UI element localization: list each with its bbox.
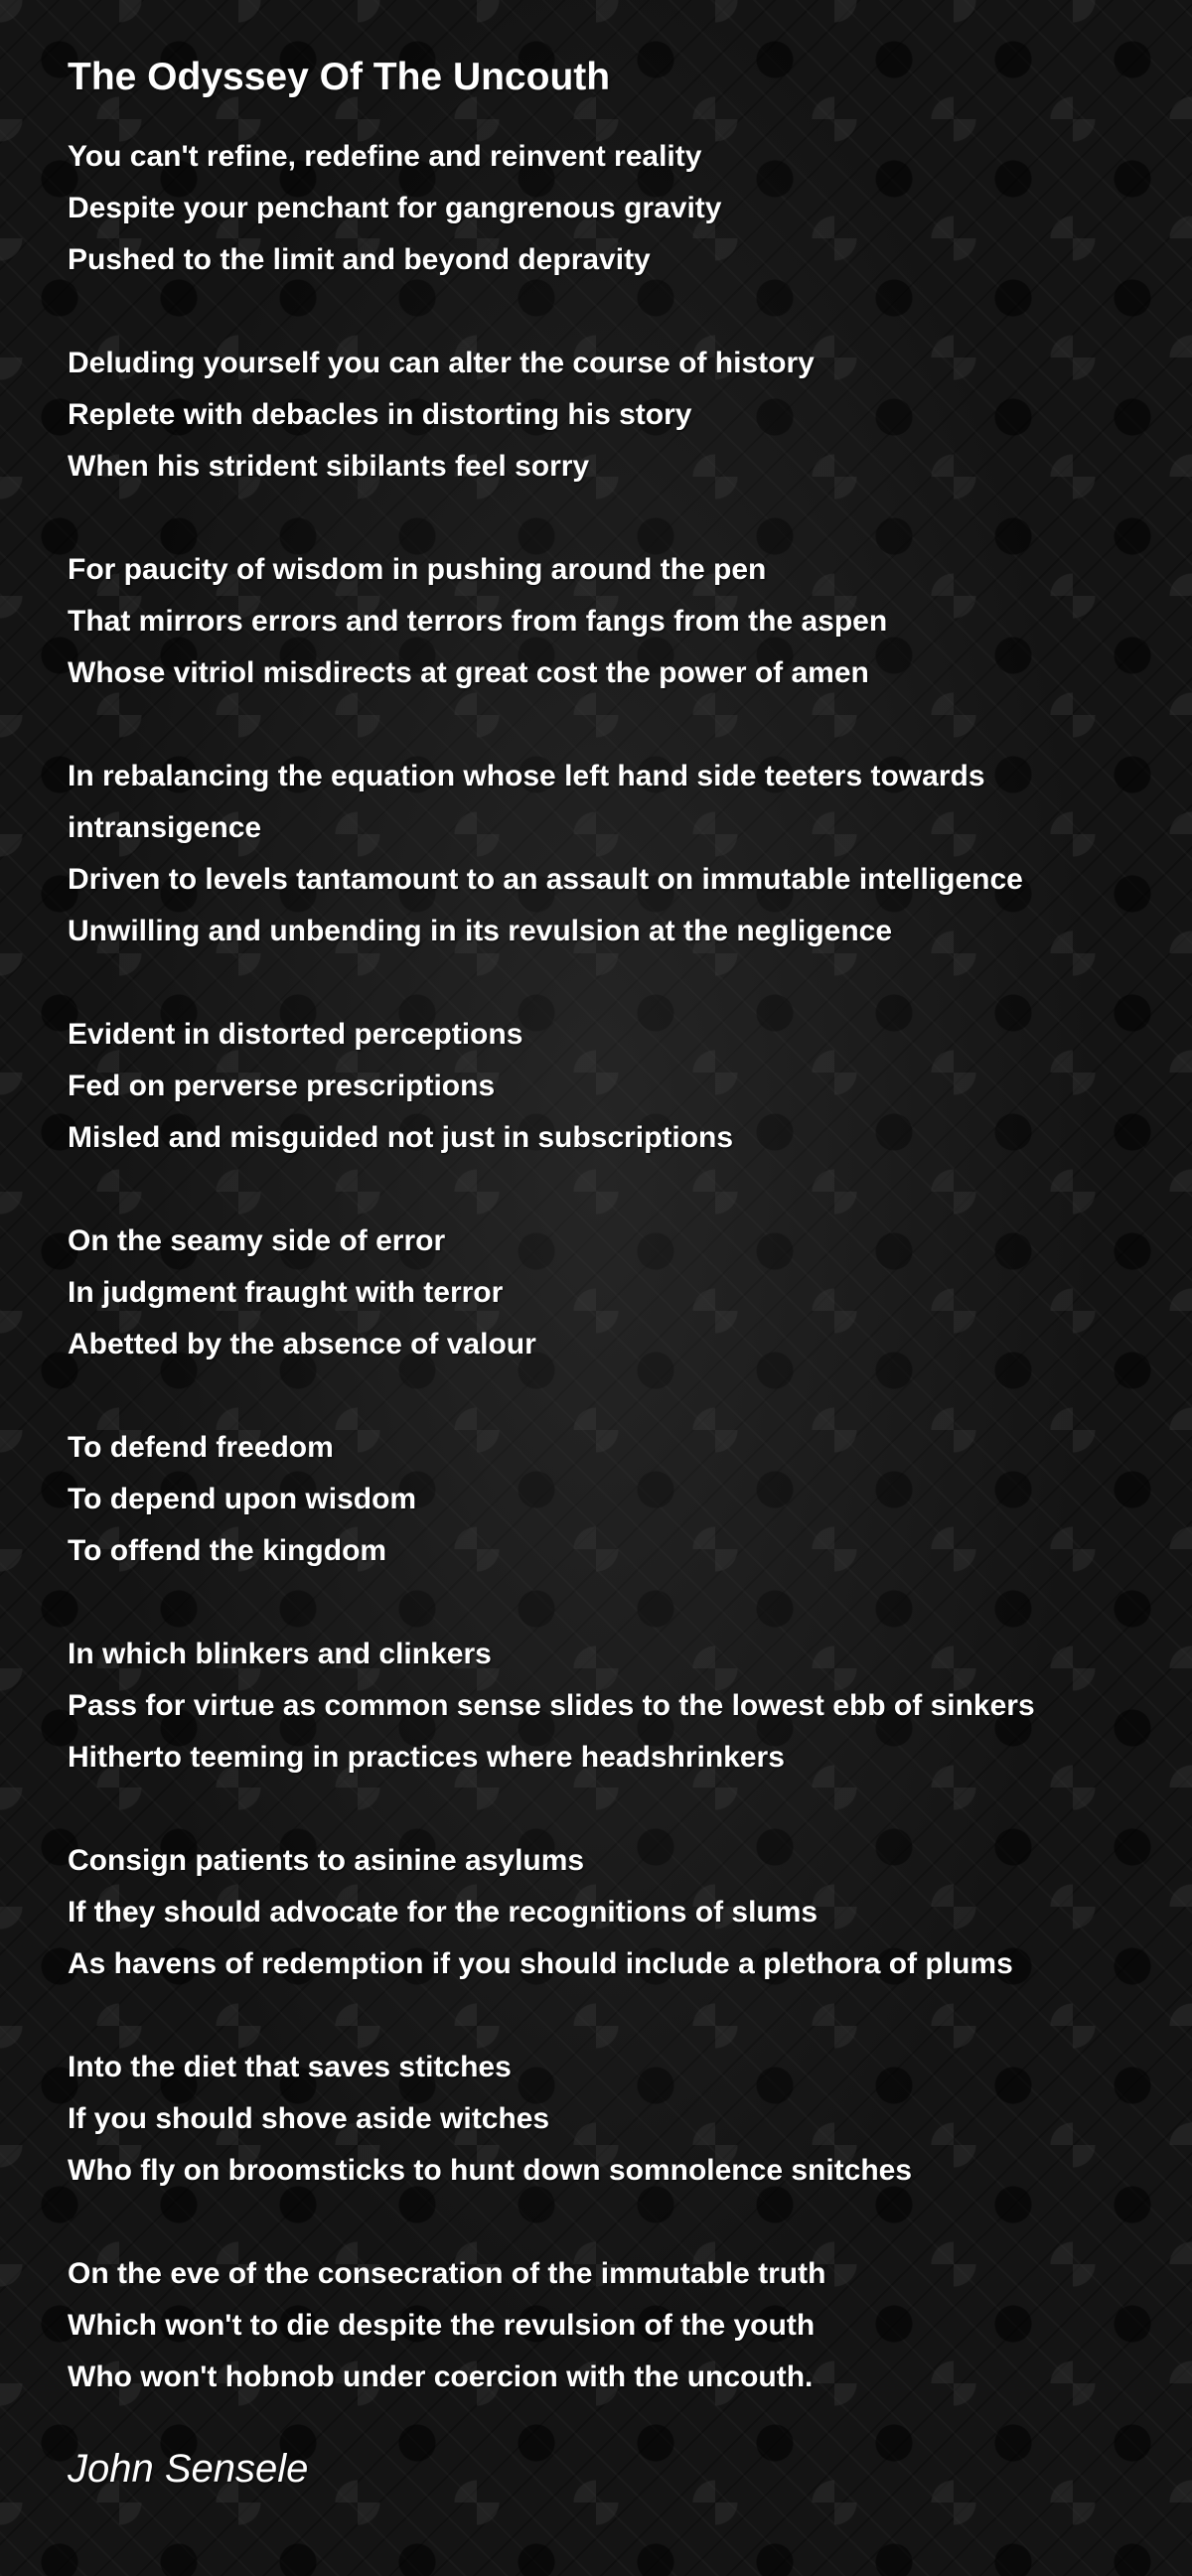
poem-line: In judgment fraught with terror [68, 1276, 504, 1309]
poem-line: That mirrors errors and terrors from fangs from the aspen [68, 605, 888, 638]
poem-line: Deluding yourself you can alter the course of history [68, 347, 815, 379]
poem-line: Hitherto teeming in practices where headshrinkers [68, 1741, 785, 1774]
stanza-4 [68, 751, 1160, 957]
poem-page [68, 48, 1160, 2499]
poem-line: Despite your penchant for gangrenous gravity [68, 192, 722, 224]
poem-line: To offend the kingdom [68, 1534, 387, 1567]
poem-line: Replete with debacles in distorting his story [68, 398, 692, 431]
poem-line: Driven to levels tantamount to an assault on immutable intelligence [68, 863, 1023, 896]
poem-line: Unwilling and unbending in its revulsion at the negligence [68, 915, 893, 947]
stanza-5 [68, 1009, 1160, 1164]
poem-line: Which won't to die despite the revulsion of the youth [68, 2309, 816, 2342]
poem-body [68, 131, 1160, 2403]
stanza-11 [68, 2248, 1160, 2403]
poem-line: If they should advocate for the recognitions of slums [68, 1896, 819, 1929]
poem-line: Pass for virtue as common sense slides to the lowest ebb of sinkers [68, 1689, 1035, 1722]
poem-line: Evident in distorted perceptions [68, 1018, 523, 1051]
stanza-9 [68, 1835, 1160, 1990]
poem-line: Consign patients to asinine asylums [68, 1844, 585, 1877]
poem-line: Fed on perverse prescriptions [68, 1070, 496, 1102]
poem-line: Whose vitriol misdirects at great cost the power of amen [68, 656, 869, 689]
stanza-8 [68, 1629, 1160, 1784]
poem-line: Pushed to the limit and beyond depravity [68, 243, 651, 276]
stanza-6 [68, 1216, 1160, 1370]
poem-author: John Sensele [68, 2447, 309, 2491]
poem-line: For paucity of wisdom in pushing around the pen [68, 553, 767, 586]
poem-line: You can't refine, redefine and reinvent reality [68, 140, 702, 173]
poem-line: To depend upon wisdom [68, 1483, 417, 1515]
poem-line: When his strident sibilants feel sorry [68, 450, 590, 483]
stanza-3 [68, 544, 1160, 699]
poem-line: Abetted by the absence of valour [68, 1328, 536, 1360]
poem-line: Who won't hobnob under coercion with the uncouth. [68, 2361, 814, 2393]
stanza-7 [68, 1422, 1160, 1577]
poem-line: If you should shove aside witches [68, 2102, 550, 2135]
poem-line: Misled and misguided not just in subscriptions [68, 1121, 734, 1154]
poem-line: On the eve of the consecration of the immutable truth [68, 2257, 826, 2290]
poem-line: Into the diet that saves stitches [68, 2051, 512, 2083]
poem-line: In rebalancing the equation whose left hand side teeters towards intransigence [68, 760, 985, 844]
poem-line: On the seamy side of error [68, 1224, 446, 1257]
stanza-1 [68, 131, 1160, 286]
poem-title: The Odyssey Of The Uncouth [68, 56, 611, 98]
poem-line: To defend freedom [68, 1431, 334, 1464]
stanza-10 [68, 2042, 1160, 2197]
poem-line: In which blinkers and clinkers [68, 1638, 492, 1670]
stanza-2 [68, 338, 1160, 493]
poem-line: As havens of redemption if you should include a plethora of plums [68, 1947, 1013, 1980]
poem-line: Who fly on broomsticks to hunt down somnolence snitches [68, 2154, 913, 2187]
